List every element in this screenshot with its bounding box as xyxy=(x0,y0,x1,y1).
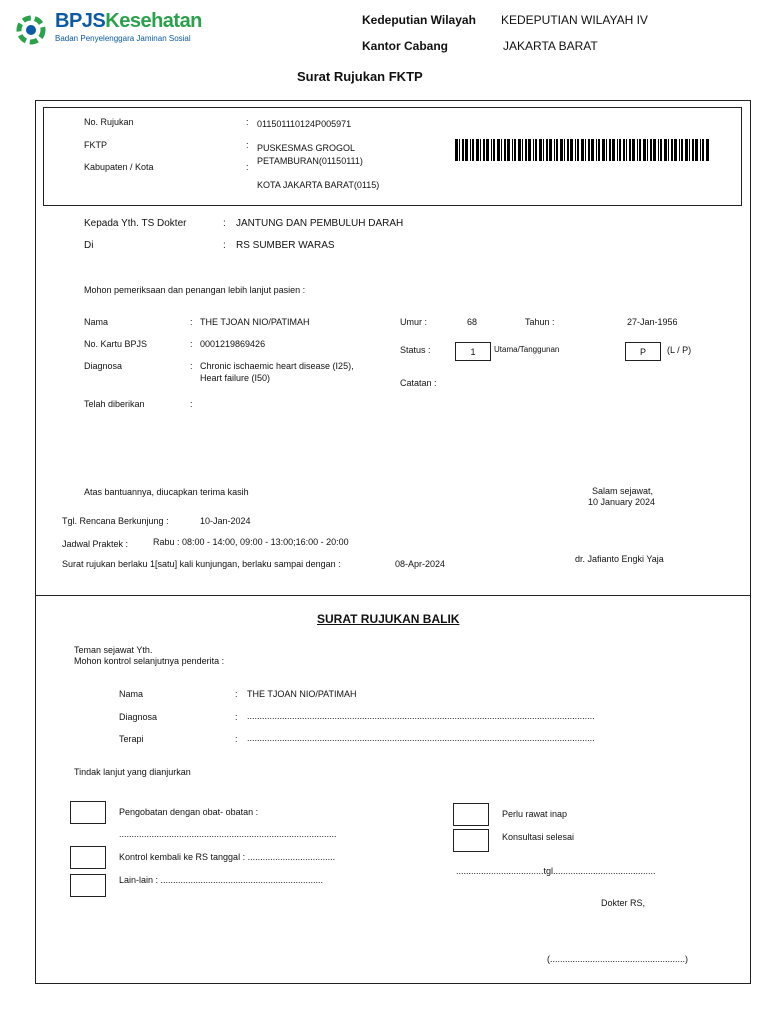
barcode-bar xyxy=(674,139,677,161)
barcode-bar xyxy=(588,139,590,161)
balik-diagnosa-label: Diagnosa xyxy=(119,712,158,722)
barcode-bar xyxy=(483,139,485,161)
barcode-bar xyxy=(629,139,631,161)
rujukan-balik-title: SURAT RUJUKAN BALIK xyxy=(317,612,460,626)
barcode-bar xyxy=(609,139,611,161)
barcode-bar xyxy=(706,139,709,161)
barcode-bar xyxy=(518,139,521,161)
barcode-bar xyxy=(528,139,531,161)
barcode-bar xyxy=(476,139,479,161)
signature-line: (......................................................) xyxy=(547,954,689,964)
barcode-bar xyxy=(554,139,555,161)
status-desc: Utama/Tanggunan xyxy=(494,345,560,354)
bpjs-logo-icon xyxy=(16,15,46,45)
tahun-label: Tahun : xyxy=(525,317,555,327)
umur-label: Umur : xyxy=(400,317,427,327)
barcode-bar xyxy=(632,139,635,161)
barcode-bar xyxy=(486,139,489,161)
doctor-name: dr. Jafianto Engki Yaja xyxy=(575,554,664,564)
request-text: Mohon pemeriksaan dan penangan lebih lanjut pasien : xyxy=(84,285,306,295)
dokter-rs-label: Dokter RS, xyxy=(601,898,646,908)
berlaku-text: Surat rujukan berlaku 1[satu] kali kunjungan, berlaku sampai dengan : xyxy=(62,559,341,569)
barcode-bar xyxy=(660,139,662,161)
barcode-bar xyxy=(602,139,605,161)
colon: : xyxy=(190,399,193,409)
colon: : xyxy=(190,361,193,371)
barcode-bar xyxy=(535,139,537,161)
gender-box: P xyxy=(625,342,661,361)
barcode-bar xyxy=(539,139,542,161)
status-box: 1 xyxy=(455,342,491,361)
barcode-bar xyxy=(668,139,669,161)
colon: : xyxy=(235,689,238,699)
gender-desc: (L / P) xyxy=(667,345,692,355)
barcode-bar xyxy=(465,139,468,161)
barcode-bar xyxy=(591,139,594,161)
barcode-bar xyxy=(556,139,558,161)
colon: : xyxy=(246,162,249,172)
lain-checkbox[interactable] xyxy=(70,874,106,897)
patient-diagnosa-line1: Chronic ischaemic heart disease (I25), xyxy=(200,361,354,371)
barcode-bar xyxy=(643,139,646,161)
barcode-bar xyxy=(612,139,615,161)
kedeputian-value: KEDEPUTIAN WILAYAH IV xyxy=(501,13,648,27)
barcode-bar xyxy=(522,139,523,161)
barcode-bar xyxy=(525,139,527,161)
thanks-text: Atas bantuannya, diucapkan terima kasih xyxy=(84,487,249,497)
barcode-bar xyxy=(472,139,474,161)
catatan-label: Catatan : xyxy=(400,378,437,388)
barcode-bar xyxy=(493,139,495,161)
rencana-label: Tgl. Rencana Berkunjung : xyxy=(62,516,169,526)
opt-konsul-label: Konsultasi selesai xyxy=(502,832,575,842)
barcode-bar xyxy=(689,139,690,161)
diagnosa-dots: ........................................................................................................................................... xyxy=(247,711,595,721)
barcode-bar xyxy=(575,139,576,161)
barcode-bar xyxy=(549,139,552,161)
barcode-bar xyxy=(543,139,544,161)
colon: : xyxy=(223,240,226,251)
barcode-bar xyxy=(695,139,698,161)
balik-nama-label: Nama xyxy=(119,689,144,699)
barcode-bar xyxy=(585,139,586,161)
barcode-bar xyxy=(459,139,460,161)
barcode-bar xyxy=(619,139,621,161)
kabupaten-value: KOTA JAKARTA BARAT(0115) xyxy=(257,180,380,190)
kepada-value: JANTUNG DAN PEMBULUH DARAH xyxy=(236,218,404,229)
colon: : xyxy=(246,140,249,150)
barcode-bar xyxy=(546,139,548,161)
greeting-line1: Teman sejawat Yth. xyxy=(74,645,153,655)
obat-dots: ....................................................................................... xyxy=(119,829,337,839)
jadwal-label: Jadwal Praktek : xyxy=(62,539,129,549)
barcode-bar xyxy=(679,139,680,161)
greeting-line2: Mohon kontrol selanjutnya penderita : xyxy=(74,656,225,666)
barcode-bar xyxy=(658,139,659,161)
no-rujukan-value: 011501110124P005971 xyxy=(257,119,352,129)
barcode-bar xyxy=(623,139,626,161)
barcode-bar xyxy=(560,139,563,161)
barcode-bar xyxy=(598,139,600,161)
barcode-bar xyxy=(491,139,492,161)
barcode-bar xyxy=(664,139,667,161)
kontrol-checkbox[interactable] xyxy=(70,846,106,869)
terapi-dots: ........................................................................................................................................... xyxy=(247,733,595,743)
barcode-bar xyxy=(700,139,701,161)
barcode-bar xyxy=(647,139,648,161)
fktp-value-line2: PETAMBURAN(01150111) xyxy=(257,156,363,166)
barcode-bar xyxy=(681,139,683,161)
barcode-bar xyxy=(626,139,627,161)
di-value: RS SUMBER WARAS xyxy=(236,240,335,251)
barcode-bar xyxy=(497,139,500,161)
colon: : xyxy=(190,339,193,349)
barcode-bar xyxy=(462,139,464,161)
fktp-label: FKTP xyxy=(84,140,108,150)
obat-checkbox[interactable] xyxy=(70,801,106,824)
rencana-value: 10-Jan-2024 xyxy=(200,516,251,526)
fktp-value-line1: PUSKESMAS GROGOL xyxy=(257,143,356,153)
colon: : xyxy=(190,317,193,327)
kantor-cabang-label: Kantor Cabang xyxy=(362,39,449,53)
jadwal-value: Rabu : 08:00 - 14:00, 09:00 - 13:00;16:00 - 20:00 xyxy=(153,537,349,547)
kantor-cabang-value: JAKARTA BARAT xyxy=(503,39,598,53)
di-label: Di xyxy=(84,240,94,251)
barcode-bar xyxy=(650,139,652,161)
barcode-bar xyxy=(639,139,641,161)
patient-kartu-label: No. Kartu BPJS xyxy=(84,339,148,349)
barcode-bar xyxy=(637,139,638,161)
barcode-bar xyxy=(581,139,584,161)
tahun-value: 27-Jan-1956 xyxy=(627,317,678,327)
barcode-bar xyxy=(702,139,704,161)
barcode-bar xyxy=(617,139,618,161)
barcode xyxy=(455,139,710,161)
barcode-bar xyxy=(653,139,656,161)
logo-wordmark xyxy=(55,10,202,33)
logo-brand-kesehatan: Kesehatan xyxy=(105,10,202,32)
opt-lain-label: Lain-lain : ................................................................. xyxy=(119,875,324,885)
patient-diagnosa-line2: Heart failure (I50) xyxy=(200,373,271,383)
barcode-bar xyxy=(570,139,573,161)
status-label: Status : xyxy=(400,345,431,355)
page-title: Surat Rujukan FKTP xyxy=(297,69,423,84)
barcode-bar xyxy=(533,139,534,161)
barcode-bar xyxy=(455,139,458,161)
patient-nama-value: THE TJOAN NIO/PATIMAH xyxy=(200,317,310,327)
logo-subtitle: Badan Penyelenggara Jaminan Sosial xyxy=(55,34,191,43)
colon: : xyxy=(235,734,238,744)
kedeputian-label: Kedeputian Wilayah xyxy=(362,13,476,27)
barcode-bar xyxy=(685,139,688,161)
letter-date: 10 January 2024 xyxy=(588,497,656,507)
barcode-bar xyxy=(564,139,565,161)
tindak-lanjut-label: Tindak lanjut yang dianjurkan xyxy=(74,767,191,777)
balik-terapi-label: Terapi xyxy=(119,734,144,744)
barcode-bar xyxy=(567,139,569,161)
opt-rawat-label: Perlu rawat inap xyxy=(502,809,568,819)
konsultasi-checkbox[interactable] xyxy=(453,829,489,852)
patient-diagnosa-label: Diagnosa xyxy=(84,361,123,371)
barcode-bar xyxy=(512,139,513,161)
colon: : xyxy=(223,218,226,229)
barcode-bar xyxy=(692,139,694,161)
barcode-bar xyxy=(501,139,502,161)
barcode-bar xyxy=(504,139,506,161)
barcode-bar xyxy=(606,139,607,161)
barcode-bar xyxy=(514,139,516,161)
barcode-bar xyxy=(577,139,579,161)
berlaku-value: 08-Apr-2024 xyxy=(395,559,446,569)
balik-nama-value: THE TJOAN NIO/PATIMAH xyxy=(247,689,357,699)
barcode-bar xyxy=(671,139,673,161)
colon: : xyxy=(246,117,249,127)
barcode-bar xyxy=(596,139,597,161)
kabupaten-label: Kabupaten / Kota xyxy=(84,162,154,172)
barcode-bar xyxy=(480,139,481,161)
telah-diberikan-label: Telah diberikan xyxy=(84,399,145,409)
patient-kartu-value: 0001219869426 xyxy=(200,339,266,349)
patient-nama-label: Nama xyxy=(84,317,109,327)
umur-value: 68 xyxy=(467,317,478,327)
salam-text: Salam sejawat, xyxy=(592,486,654,496)
colon: : xyxy=(235,712,238,722)
tgl-line: ...................................tgl......................................... xyxy=(456,866,656,876)
barcode-bar xyxy=(507,139,510,161)
section-divider xyxy=(35,595,751,596)
kepada-label: Kepada Yth. TS Dokter xyxy=(84,218,187,229)
opt-kontrol-label: Kontrol kembali ke RS tanggal : ................................... xyxy=(119,852,336,862)
no-rujukan-label: No. Rujukan xyxy=(84,117,134,127)
rawat-inap-checkbox[interactable] xyxy=(453,803,489,826)
opt-obat-label: Pengobatan dengan obat- obatan : xyxy=(119,807,259,817)
barcode-bar xyxy=(470,139,471,161)
logo-brand-bpjs: BPJS xyxy=(55,10,106,32)
